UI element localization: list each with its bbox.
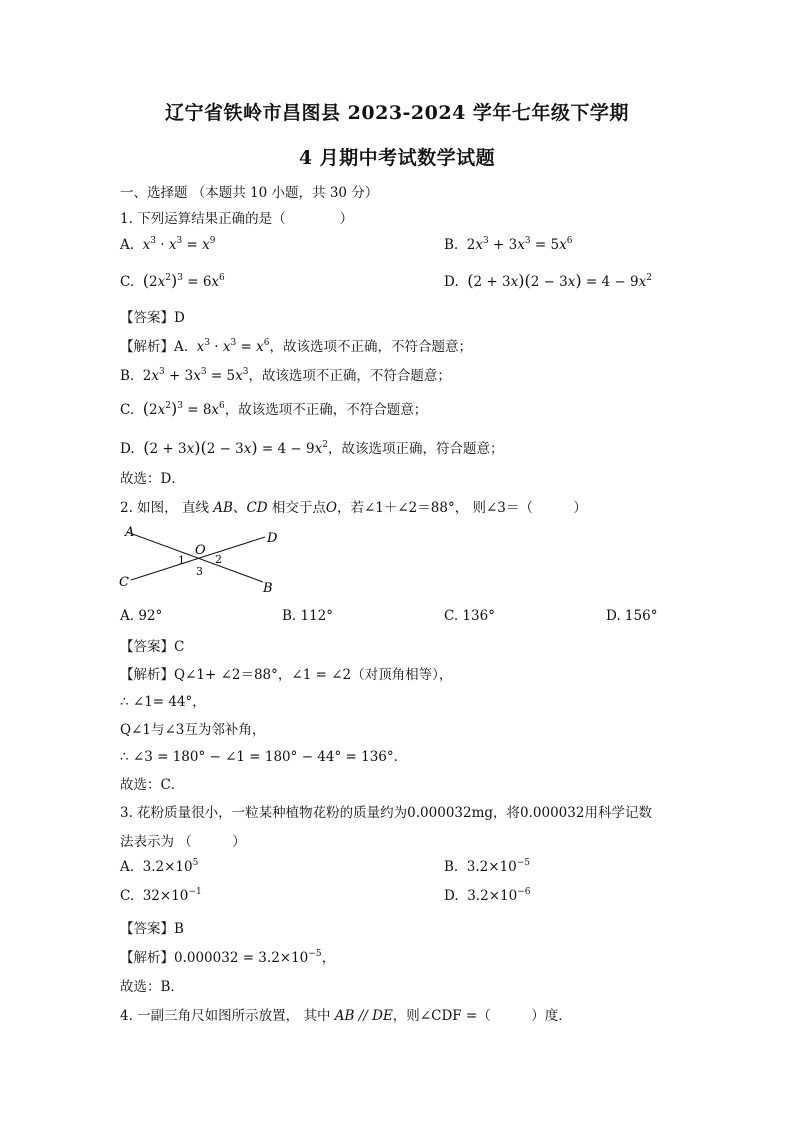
q1-option-b-label: B. — [444, 237, 459, 253]
q1-stem: 1. 下列运算结果正确的是（ ） — [120, 211, 354, 227]
q1-option-d: D. $(2 + 3x)(2 - 3x) = 4 - 9x^2$ — [444, 271, 652, 290]
q3-explanation: 【解析】$0.000032 = 3.2\times 10^{-5}$， — [120, 949, 336, 966]
q1-option-c: C. $(2x^2)^3 = 6x^6$ — [120, 271, 225, 290]
q4-stem — [120, 1004, 572, 1024]
q2-intersecting-lines-figure — [115, 520, 285, 598]
q1-explanation-c: C. $(2x^2)^3 = 8x^6$，故该选项不正确，不符合题意； — [120, 399, 428, 418]
q2-option-c: C. 136° — [444, 608, 495, 624]
q3-stem-mid: ，将 — [493, 805, 521, 821]
q3-mass-value: 0.000032mg — [407, 805, 494, 821]
q3-option-b-label: B. — [444, 859, 459, 875]
q2-option-a: A. 92° — [120, 608, 163, 624]
q2-stem-pre: 2. 如图， 直线 — [120, 500, 209, 516]
q2-line-ab: AB — [213, 500, 233, 516]
label-o: O — [195, 543, 206, 558]
q1-option-a: A. $x^3 \cdot x^3 = x^9$ — [120, 236, 216, 253]
q3-stem-pre: 3. 花粉质量很小，一粒某种植物花粉的质量约为 — [120, 805, 408, 821]
q1-expl-label: 【解析】A. — [120, 339, 189, 355]
q3-option-c-label: C. — [120, 888, 135, 904]
q2-explanation-3: Q∠1与∠3互为邻补角， — [120, 722, 266, 738]
q1-choose: 故选：D． — [120, 471, 185, 487]
q2-point-o: O — [325, 500, 337, 516]
q1-option-a-label: A. — [120, 237, 135, 253]
q2-answer: 【答案】C — [120, 639, 185, 655]
q2-explanation-1: 【解析】Q∠1+ ∠2＝88°，∠1 = ∠2（对顶角相等）， — [120, 667, 453, 683]
q2-choose: 故选：C． — [120, 777, 185, 793]
q1-explanation-a: 【解析】A. $x^3 \cdot x^3 = x^6$，故该选项不正确，不符合题意； — [120, 338, 472, 355]
q2-option-b: B. 112° — [282, 608, 334, 624]
q1-option-b: B. $2x^3 + 3x^3 = 5x^6$ — [444, 236, 573, 253]
q3-number: 0.000032 — [520, 805, 585, 821]
doc-title-line1: 辽宁省铁岭市昌图县 2023-2024 学年七年级下学期 — [165, 102, 629, 124]
q1-expl-c-label: C. — [120, 402, 135, 418]
angle-1-label: 1 — [178, 554, 185, 567]
q3-choose: 故选：B． — [120, 979, 184, 995]
q1-option-c-label: C. — [120, 274, 135, 290]
q3-option-c: C. $32\times 10^{-1}$ — [120, 887, 202, 904]
doc-title-line2: 4 月期中考试数学试题 — [298, 147, 496, 169]
q1-explanation-b: B. $2x^3 + 3x^3 = 5x^3$，故该选项不正确，不符合题意； — [120, 367, 451, 384]
q1-expl-a-tail: ，故该选项不正确，不符合题意； — [269, 339, 472, 355]
q1-expl-d-label: D. — [120, 441, 135, 457]
q3-option-d-label: D. — [444, 888, 459, 904]
q3-answer: 【答案】B — [120, 921, 184, 937]
q4-stem-tail: ，则∠CDF =（ ）度． — [392, 1008, 572, 1024]
angle-3-label: 3 — [196, 565, 203, 578]
q2-line-cd: CD — [246, 500, 268, 516]
q3-stem-line2: 法表示为 （ ） — [120, 834, 246, 850]
q4-parallel-condition: AB // DE — [334, 1008, 393, 1024]
q3-option-b: B. $3.2\times 10^{-5}$ — [444, 858, 531, 875]
q1-explanation-d: D. $(2 + 3x)(2 - 3x) = 4 - 9x^2$，故该选项正确，符合题意； — [120, 438, 504, 457]
q2-sep: 、 — [232, 500, 247, 516]
q3-expl-label: 【解析】 — [120, 950, 174, 966]
q2-stem-mid: 相交于点 — [267, 500, 326, 516]
section-heading: 一、选择题 （本题共 10 小题，共 30 分） — [120, 185, 379, 201]
q2-option-d: D. 156° — [606, 608, 658, 624]
q3-stem-tail: 用科学记数 — [584, 805, 652, 821]
q1-expl-c-tail: ，故该选项不正确，不符合题意； — [224, 402, 428, 418]
label-c: C — [119, 575, 129, 590]
q1-expl-b-label: B. — [120, 368, 135, 384]
q4-stem-pre: 4. 一副三角尺如图所示放置， 其中 — [120, 1008, 331, 1024]
q2-explanation-4: ∴ ∠3 = 180° − ∠1 = 180° − 44° = 136°． — [120, 749, 408, 765]
angle-2-label: 2 — [215, 553, 222, 566]
label-b: B — [263, 581, 273, 596]
q3-option-a: A. $3.2\times 10^5$ — [120, 858, 199, 875]
q1-expl-b-tail: ，故该选项不正确，不符合题意； — [248, 368, 451, 384]
q1-expl-d-tail: ，故该选项正确，符合题意； — [327, 441, 504, 457]
q2-stem-tail: ，若∠1＋∠2＝88°， 则∠3＝（ ） — [336, 500, 587, 516]
q2-explanation-2: ∴ ∠1= 44°， — [120, 694, 206, 710]
label-a: A — [125, 525, 135, 540]
q3-option-d: D. $3.2\times 10^{-6}$ — [444, 887, 531, 904]
q3-option-a-label: A. — [120, 859, 135, 875]
q1-answer: 【答案】D — [120, 310, 185, 326]
q2-stem — [120, 496, 587, 516]
q3-stem-line1 — [120, 801, 652, 821]
label-d: D — [267, 531, 278, 546]
q1-option-d-label: D. — [444, 274, 459, 290]
